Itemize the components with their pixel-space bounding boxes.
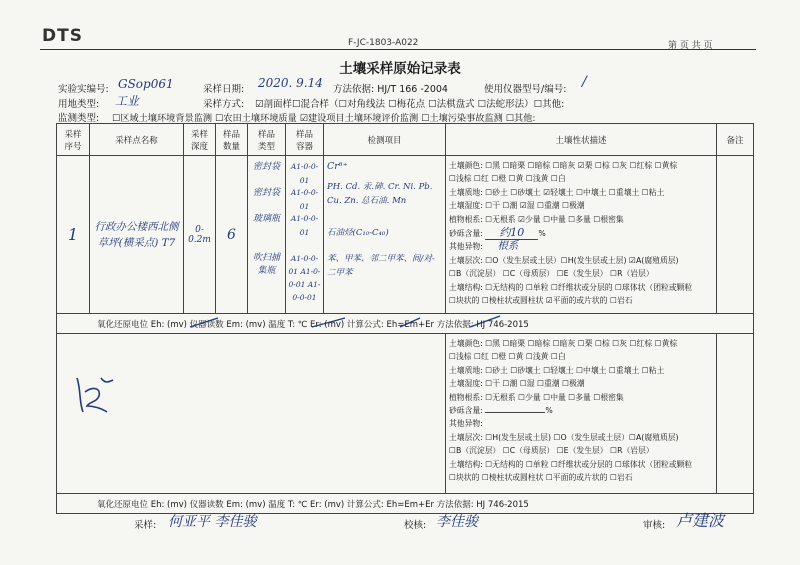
row1-quantity: 6 — [216, 156, 248, 314]
container-item: A1-0-0-01 — [290, 188, 319, 211]
document-number: F-JC-1803-A022 — [348, 38, 419, 48]
desc-other: 其他异物: — [449, 419, 483, 429]
instrument-value: / — [582, 74, 587, 90]
gravel-label: 砂砾含量: — [449, 406, 483, 416]
redox-line: 氧化还原电位 Eh: (mv) 仪器读数 Em: (mv) 温度 T: ℃ Er: (mv) 计算公式: Eh=Em+Er 方法依据: HJ 746-2015 — [57, 494, 754, 514]
method-basis: 方法依据: HJ/T 166 -2004 — [333, 84, 448, 95]
form-title: 土壤采样原始记录表 — [339, 61, 461, 77]
desc-structure-2: ☐块状的 ☐棱柱状或圆柱状 ☑平面的或片状的 ☐岩石 — [449, 296, 633, 306]
redox-line: 氧化还原电位 Eh: (mv) 仪器读数 Em: (mv) 温度 T: ℃ Er: (mv) 计算公式: Eh=Em+Er 方法依据: HJ 746-2015 — [57, 314, 754, 334]
monitor-type-options: ☐区域土壤环境背景监测 ☐农田土壤环境质量 ☑建设项目土壤环境评价监测 ☐土壤污染事故监测 ☐其他: — [112, 113, 536, 124]
test-item: PH. Cd. 汞.砷. Cr. Ni. Pb. Cu. Zn. 总石油. Mn — [327, 182, 433, 206]
header-type: 样品 类型 — [248, 124, 286, 156]
sample-type-item: 密封袋 — [252, 162, 280, 172]
sample-type-item: 吹扫捕集瓶 — [252, 253, 280, 276]
dts-logo: DTS — [42, 26, 83, 46]
desc-horizon: 土壤层次: ☐O（发生层或土层）☐H(发生层或土层) ☑A(腐殖质层) — [449, 255, 679, 265]
sampling-mode-options: ☑剖面样☐混合样（☐对角线法 ☐梅花点 ☐法棋盘式 ☐法蛇形法）☐其他: — [255, 99, 565, 110]
desc-horizon-2: ☐B（沉淀层） ☐C（母质层） ☐E（发生层） ☐R（岩层） — [449, 269, 654, 279]
lab-number-label: 实验实编号: — [58, 84, 109, 95]
container-item: A1-0-0-01 A1-0-0-01 A1-0-0-01 — [288, 254, 321, 302]
desc-color-2: ☐浅棕 ☐红 ☐橙 ☐黄 ☐浅黄 ☐白 — [449, 174, 566, 184]
header-container: 样品 容器 — [286, 124, 324, 156]
gravel-unit: % — [545, 406, 553, 416]
header-point-name: 采样点名称 — [90, 124, 184, 156]
header-remarks: 备注 — [717, 124, 754, 156]
gravel-unit: % — [538, 229, 546, 239]
checker-label: 校核: — [404, 520, 427, 531]
land-type-label: 用地类型: — [58, 99, 100, 110]
desc-color: 土壤颜色: ☐黑 ☐暗栗 ☐暗棕 ☐暗灰 ☐栗 ☐棕 ☐灰 ☐红棕 ☐黄棕 — [449, 339, 678, 348]
page-counter: 第 页 共 页 — [668, 41, 713, 51]
header-soil-description: 土壤性状描述 — [446, 124, 717, 156]
sampling-date-value: 2020. 9.14 — [258, 76, 323, 90]
sampling-date-label: 采样日期: — [203, 84, 245, 95]
sample-type-item: 密封袋 — [252, 188, 280, 198]
sampler-label: 采样: — [134, 520, 157, 531]
container-item: A1-0-0-01 — [290, 162, 319, 185]
desc-texture: 土壤质地: ☐砂土 ☐砂壤土 ☑轻壤土 ☐中壤土 ☐重壤土 ☐粘土 — [449, 187, 665, 197]
reviewer-signature: 卢建波 — [676, 511, 725, 530]
desc-structure-2: ☐块状的 ☐棱柱状或圆柱状 ☐平面的或片状的 ☐岩石 — [449, 473, 633, 483]
test-item: 苯、甲苯、邻二甲苯、间/对-二甲苯 — [327, 254, 435, 278]
desc-color-2: ☐浅棕 ☐红 ☐橙 ☐黄 ☐浅黄 ☐白 — [449, 352, 566, 362]
desc-horizon: 土壤层次: ☐H(发生层或土层) ☐O（发生层或土层）☐A(腐殖质层) — [449, 432, 679, 442]
desc-structure: 土壤结构: ☐无结构的 ☐单粒 ☐纤维状或分层的 ☐球体状（团粒或颗粒 — [449, 459, 693, 469]
sampling-mode-label: 采样方式: — [203, 99, 245, 110]
desc-horizon-2: ☐B（沉淀层） ☐C（母质层） ☐E（发生层） ☐R（岩层） — [449, 446, 654, 456]
land-type-value: 工业 — [115, 94, 140, 108]
reviewer-label: 审核: — [643, 520, 666, 531]
monitor-type-label: 监测类型: — [58, 113, 100, 124]
desc-moisture: 土壤湿度: ☐干 ☐潮 ☑湿 ☐重潮 ☐极潮 — [449, 201, 585, 211]
row1-point-name: 行政办公楼西北侧 草坪(横采点) T7 — [90, 156, 184, 314]
other-value: 根系 — [497, 240, 519, 253]
desc-roots: 植物根系: ☐无根系 ☑少量 ☐中量 ☐多量 ☐根密集 — [449, 214, 624, 224]
row1-seq: 1 — [57, 156, 90, 314]
row1-depth: 0-0.2m — [184, 156, 216, 314]
test-item: 石油烃(C₁₀-C₄₀) — [327, 228, 389, 238]
header-quantity: 样品 数量 — [216, 124, 248, 156]
desc-color: 土壤颜色: ☐黑 ☐暗栗 ☐暗棕 ☐暗灰 ☑栗 ☐棕 ☐灰 ☐红棕 ☐黄棕 — [449, 161, 678, 170]
desc-roots: 植物根系: ☐无根系 ☐少量 ☐中量 ☐多量 ☐根密集 — [449, 392, 624, 402]
header-seq: 采样 序号 — [57, 124, 90, 156]
lab-number-value: GSop061 — [118, 77, 174, 91]
container-item: A1-0-0-01 — [290, 214, 319, 237]
header-depth: 采样 深度 — [184, 124, 216, 156]
gravel-label: 砂砾含量: — [449, 229, 483, 239]
desc-texture: 土壤质地: ☐砂土 ☐砂壤土 ☐轻壤土 ☐中壤土 ☐重壤土 ☐粘土 — [449, 365, 665, 375]
instrument-label: 使用仪器型号/编号: — [484, 84, 567, 95]
checker-signature: 李佳骏 — [436, 514, 478, 530]
header-test-items: 检测项目 — [324, 124, 446, 156]
desc-structure: 土壤结构: ☐无结构的 ☐单粒 ☐纤维状或分层的 ☐球体状（团粒或颗粒 — [449, 282, 693, 292]
sample-type-item: 玻璃瓶 — [252, 214, 280, 224]
test-item: Cr⁶⁺ — [327, 161, 348, 172]
gravel-value: 约10 — [485, 226, 538, 240]
desc-moisture: 土壤湿度: ☐干 ☐潮 ☐湿 ☐重潮 ☐极潮 — [449, 379, 585, 389]
sampler-signature: 何亚平 李佳骏 — [168, 514, 257, 530]
other-label: 其他异物: — [449, 242, 483, 252]
